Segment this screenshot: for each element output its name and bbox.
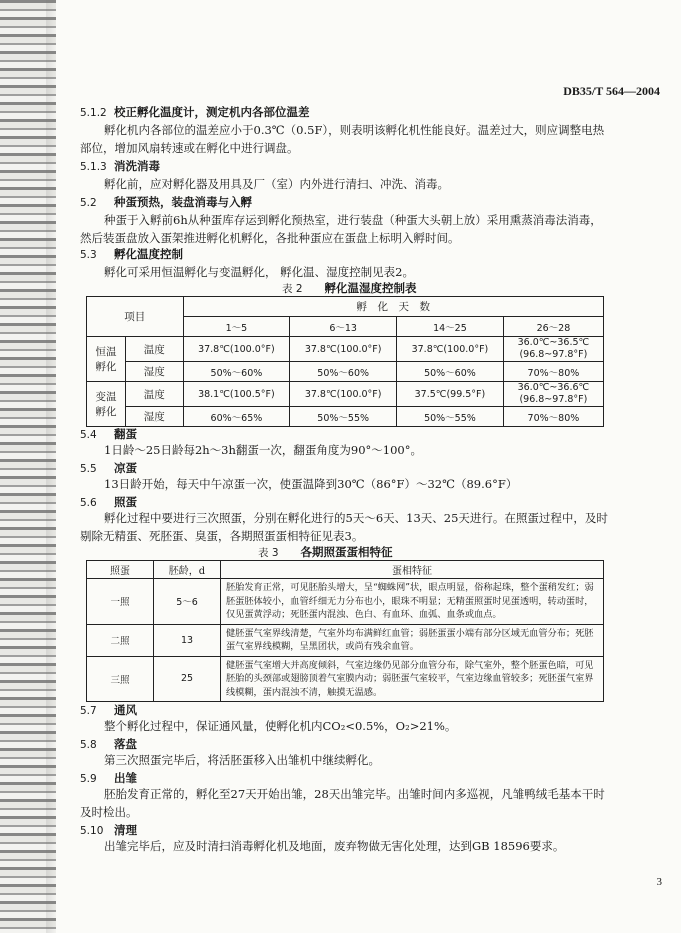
table-3-stage: 一照 (87, 579, 154, 625)
table-2-day-range: 1～5 (183, 317, 290, 337)
table-3-candling-features (86, 560, 604, 702)
table-3-feature: 健胚蛋气室增大并高度倾斜，气室边缘仍见部分血管分布，除气室外，整个胚蛋色暗，可见胚胎的头颈部或翅膀顶着气室膜内动；弱胚蛋气室较平，气室边缘血管较多；死胚蛋气室界线模糊，蛋内混浊不清，触摸无温感。 (221, 656, 604, 702)
table-2-cell: 37.8℃(100.0°F) (290, 382, 397, 407)
section-5-2-heading: 5.2 种蛋预热，装盘消毒与入孵 (80, 195, 252, 209)
table-3-age: 5～6 (154, 579, 221, 625)
section-5-6-heading: 5.6 照蛋 (80, 495, 137, 509)
section-5-9-heading: 5.9 出雏 (80, 771, 137, 785)
table-2-group-variable: 变温 孵化 (87, 382, 126, 427)
section-5-6-text: 孵化过程中要进行三次照蛋，分别在孵化进行的5天～6天、13天、25天进行。在照蛋过程中，及时剔除无精蛋、死胚蛋、臭蛋，各期照蛋蛋相特征见表3。 (80, 511, 608, 543)
table-2-row-label: 温度 (126, 382, 184, 407)
table-2-cell: 36.0℃~36.6℃ (96.8~97.8°F) (503, 382, 603, 407)
table-2-cell: 37.5℃(99.5°F) (397, 382, 504, 407)
table-3-header: 蛋相特征 (221, 561, 604, 579)
section-5-8-heading: 5.8 落盘 (80, 737, 137, 751)
table-2-cell: 50%～60% (290, 362, 397, 382)
section-5-10-heading: 5.10 清理 (80, 823, 137, 837)
table-2-cell: 37.8℃(100.0°F) (183, 337, 290, 362)
table-2-incubation-control (86, 296, 604, 427)
table-2-cell: 50%～60% (183, 362, 290, 382)
section-5-9-text: 胚胎发育正常的，孵化至27天开始出雏，28天出雏完毕。出雏时间内多巡视，凡雏鸭绒毛基本干时及时检出。 (80, 787, 605, 819)
table-3-header: 胚龄，d (154, 561, 221, 579)
table-3-age: 13 (154, 624, 221, 656)
section-5-7-heading: 5.7 通风 (80, 703, 137, 717)
section-5-5-heading: 5.5 凉蛋 (80, 461, 137, 475)
table-2-days-header: 孵 化 天 数 (183, 297, 603, 317)
section-5-7-text: 整个孵化过程中，保证通风量，使孵化机内CO₂<0.5%，O₂>21%。 (104, 719, 457, 733)
table-2-group-constant: 恒温 孵化 (87, 337, 126, 382)
section-5-3-text: 孵化可采用恒温孵化与变温孵化， 孵化温、湿度控制见表2。 (104, 265, 414, 279)
table-3-feature: 胚胎发育正常，可见胚胎头增大，呈“蜘蛛网”状，眼点明显，俗称起珠，整个蛋稍发红；弱胚蛋胚体较小，血管纤细无力分布也小，眼珠不明显；无精蛋照蛋时见蛋透明，转动蛋时，仅见蛋黄浮动；死胚蛋内混浊、色白、有血环、血弧、血条或血点。 (221, 579, 604, 625)
table-2-cell: 50%～60% (397, 362, 504, 382)
scan-binding-edge (0, 0, 56, 933)
table-3-stage: 三照 (87, 656, 154, 702)
table-3-stage: 二照 (87, 624, 154, 656)
section-5-10-text: 出雏完毕后，应及时清扫消毒孵化机及地面，废弃物做无害化处理，达到GB 18596要求。 (104, 839, 565, 853)
section-5-5-text: 13日龄开始，每天中午凉蛋一次，使蛋温降到30℃（86°F）～32℃（89.6°F） (104, 477, 518, 491)
table-2-caption: 表 2 孵化温湿度控制表 (282, 281, 417, 295)
table-2-cell: 50%～55% (290, 407, 397, 427)
table-2-cell: 37.8℃(100.0°F) (290, 337, 397, 362)
table-3-feature: 健胚蛋气室界线清楚，气室外均布满鲜红血管；弱胚蛋蛋小端有部分区域无血管分布；死胚蛋气室界线模糊，呈黑团状，或尚有残余血管。 (221, 624, 604, 656)
table-2-cell: 50%～55% (397, 407, 504, 427)
table-3-header: 照蛋 (87, 561, 154, 579)
table-2-row-label: 湿度 (126, 407, 184, 427)
table-2-row-label: 温度 (126, 337, 184, 362)
table-3-caption: 表 3 各期照蛋蛋相特征 (258, 545, 393, 559)
table-2-cell: 37.8℃(100.0°F) (397, 337, 504, 362)
section-5-1-2-heading: 5.1.2 校正孵化温度计，测定机内各部位温差 (80, 105, 310, 119)
table-2-cell: 70%～80% (503, 362, 603, 382)
table-2-cell: 60%～65% (183, 407, 290, 427)
table-2-cell: 70%～80% (503, 407, 603, 427)
section-5-1-3-heading: 5.1.3 消洗消毒 (80, 159, 160, 173)
section-5-4-heading: 5.4 翻蛋 (80, 427, 137, 441)
table-2-item-header: 项目 (87, 297, 184, 337)
section-5-1-3-text: 孵化前，应对孵化器及用具及厂（室）内外进行清扫、冲洗、消毒。 (104, 177, 449, 191)
table-2-day-range: 26～28 (503, 317, 603, 337)
table-2-cell: 36.0℃~36.5℃ (96.8~97.8°F) (503, 337, 603, 362)
document-page (70, 0, 662, 933)
table-2-day-range: 6～13 (290, 317, 397, 337)
section-5-4-text: 1日龄～25日龄每2h～3h翻蛋一次，翻蛋角度为90°～100°。 (104, 443, 422, 457)
table-2-cell: 38.1℃(100.5°F) (183, 382, 290, 407)
document-code: DB35/T 564—2004 (563, 84, 660, 98)
table-2-row-label: 湿度 (126, 362, 184, 382)
table-3-age: 25 (154, 656, 221, 702)
page-number: 3 (656, 876, 662, 888)
section-5-3-heading: 5.3 孵化温度控制 (80, 247, 183, 261)
section-5-8-text: 第三次照蛋完毕后，将活胚蛋移入出雏机中继续孵化。 (104, 753, 380, 767)
section-5-2-text: 种蛋于入孵前6h从种蛋库存运到孵化预热室，进行装盘（种蛋大头朝上放）采用熏蒸消毒法消毒，然后装蛋盘放入蛋架推进孵化机孵化，各批种蛋应在蛋盘上标明入孵时间。 (80, 213, 602, 245)
table-2-day-range: 14～25 (397, 317, 504, 337)
section-5-1-2-text: 孵化机内各部位的温差应小于0.3℃（0.5F），则表明该孵化机性能良好。温差过大，则应调整电热部位，增加风扇转速或在孵化中进行调盘。 (80, 123, 605, 155)
